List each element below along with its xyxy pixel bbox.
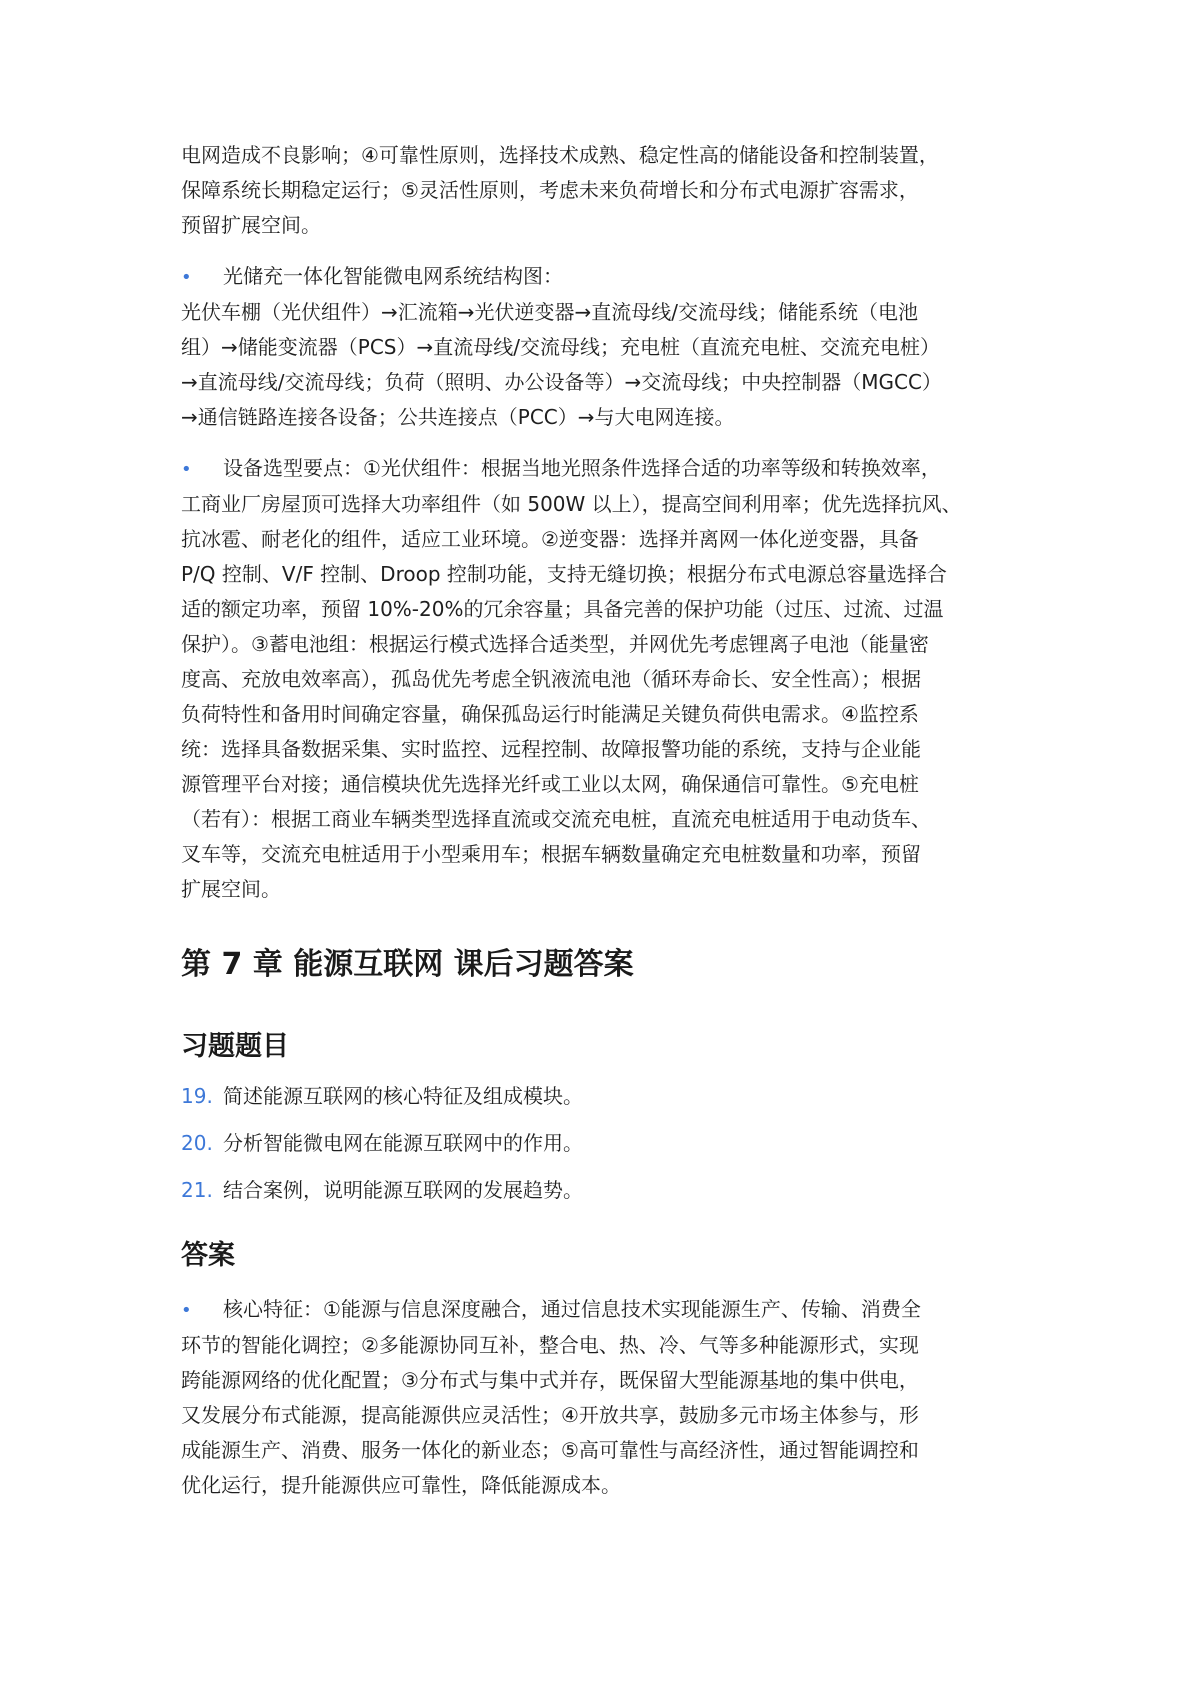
bullet-heading: 核心特征：①能源与信息深度融合，通过信息技术实现能源生产、传输、消费全 [223, 1297, 921, 1321]
list-number: 21. [181, 1178, 213, 1202]
text-line: 电网造成不良影响；④可靠性原则，选择技术成熟、稳定性高的储能设备和控制装置， [181, 143, 939, 167]
bullet-core-features [181, 1292, 1033, 1503]
text-line: 保护）。③蓄电池组：根据运行模式选择合适类型，并网优先考虑锂离子电池（能量密 [181, 632, 929, 656]
text-line: P/Q 控制、V/F 控制、Droop 控制功能，支持无缝切换；根据分布式电源总容量选择合 [181, 562, 947, 586]
text-line: 组）→储能变流器（PCS）→直流母线/交流母线；充电桩（直流充电桩、交流充电桩） [181, 335, 940, 359]
bullet-structure-diagram [181, 259, 1033, 435]
list-item-text: 分析智能微电网在能源互联网中的作用。 [223, 1131, 583, 1155]
text-line: →直流母线/交流母线；负荷（照明、办公设备等）→交流母线；中央控制器（MGCC） [181, 370, 942, 394]
list-item [181, 1126, 1033, 1161]
list-item [181, 1079, 1033, 1114]
text-line: 适的额定功率，预留 10%-20%的冗余容量；具备完善的保护功能（过压、过流、过温 [181, 597, 944, 621]
document-page [181, 138, 1033, 1503]
list-item-text: 简述能源互联网的核心特征及组成模块。 [223, 1084, 583, 1108]
text-line: 负荷特性和备用时间确定容量，确保孤岛运行时能满足关键负荷供电需求。④监控系 [181, 702, 919, 726]
text-line: 度高、充放电效率高），孤岛优先考虑全钒液流电池（循环寿命长、安全性高）；根据 [181, 667, 921, 691]
bullet-heading: 设备选型要点：①光伏组件：根据当地光照条件选择合适的功率等级和转换效率， [223, 456, 941, 480]
text-line: 叉车等，交流充电桩适用于小型乘用车；根据车辆数量确定充电桩数量和功率，预留 [181, 842, 921, 866]
exercise-list [181, 1079, 1033, 1208]
text-line: 保障系统长期稳定运行；⑤灵活性原则，考虑未来负荷增长和分布式电源扩容需求， [181, 178, 919, 202]
answers-heading: 答案 [181, 1240, 235, 1271]
text-line: 优化运行，提升能源供应可靠性，降低能源成本。 [181, 1473, 621, 1497]
text-line: 跨能源网络的优化配置；③分布式与集中式并存，既保留大型能源基地的集中供电， [181, 1368, 919, 1392]
bullet-marker: • [181, 1300, 192, 1321]
bullet-equipment-selection [181, 451, 1033, 907]
text-line: 工商业厂房屋顶可选择大功率组件（如 500W 以上），提高空间利用率；优先选择抗风、 [181, 492, 962, 516]
text-line: →通信链路连接各设备；公共连接点（PCC）→与大电网连接。 [181, 405, 735, 429]
text-line: 成能源生产、消费、服务一体化的新业态；⑤高可靠性与高经济性，通过智能调控和 [181, 1438, 919, 1462]
text-line: 扩展空间。 [181, 877, 281, 901]
text-line: 光伏车棚（光伏组件）→汇流箱→光伏逆变器→直流母线/交流母线；储能系统（电池 [181, 300, 919, 324]
list-item [181, 1173, 1033, 1208]
intro-paragraph [181, 138, 1033, 243]
exercises-heading: 习题题目 [181, 1031, 289, 1062]
text-line: 源管理平台对接；通信模块优先选择光纤或工业以太网，确保通信可靠性。⑤充电桩 [181, 772, 919, 796]
list-number: 20. [181, 1131, 213, 1155]
list-number: 19. [181, 1084, 213, 1108]
bullet-marker: • [181, 267, 192, 288]
bullet-heading: 光储充一体化智能微电网系统结构图： [223, 264, 563, 288]
chapter-title: 第 7 章 能源互联网 课后习题答案 [181, 947, 634, 982]
text-line: 抗冰雹、耐老化的组件，适应工业环境。②逆变器：选择并离网一体化逆变器，具备 [181, 527, 919, 551]
text-line: 预留扩展空间。 [181, 213, 321, 237]
text-line: 环节的智能化调控；②多能源协同互补，整合电、热、冷、气等多种能源形式，实现 [181, 1333, 919, 1357]
text-line: 统：选择具备数据采集、实时监控、远程控制、故障报警功能的系统，支持与企业能 [181, 737, 921, 761]
bullet-marker: • [181, 459, 192, 480]
text-line: （若有）：根据工商业车辆类型选择直流或交流充电桩，直流充电桩适用于电动货车、 [181, 807, 931, 831]
text-line: 又发展分布式能源，提高能源供应灵活性；④开放共享，鼓励多元市场主体参与，形 [181, 1403, 919, 1427]
list-item-text: 结合案例，说明能源互联网的发展趋势。 [223, 1178, 583, 1202]
